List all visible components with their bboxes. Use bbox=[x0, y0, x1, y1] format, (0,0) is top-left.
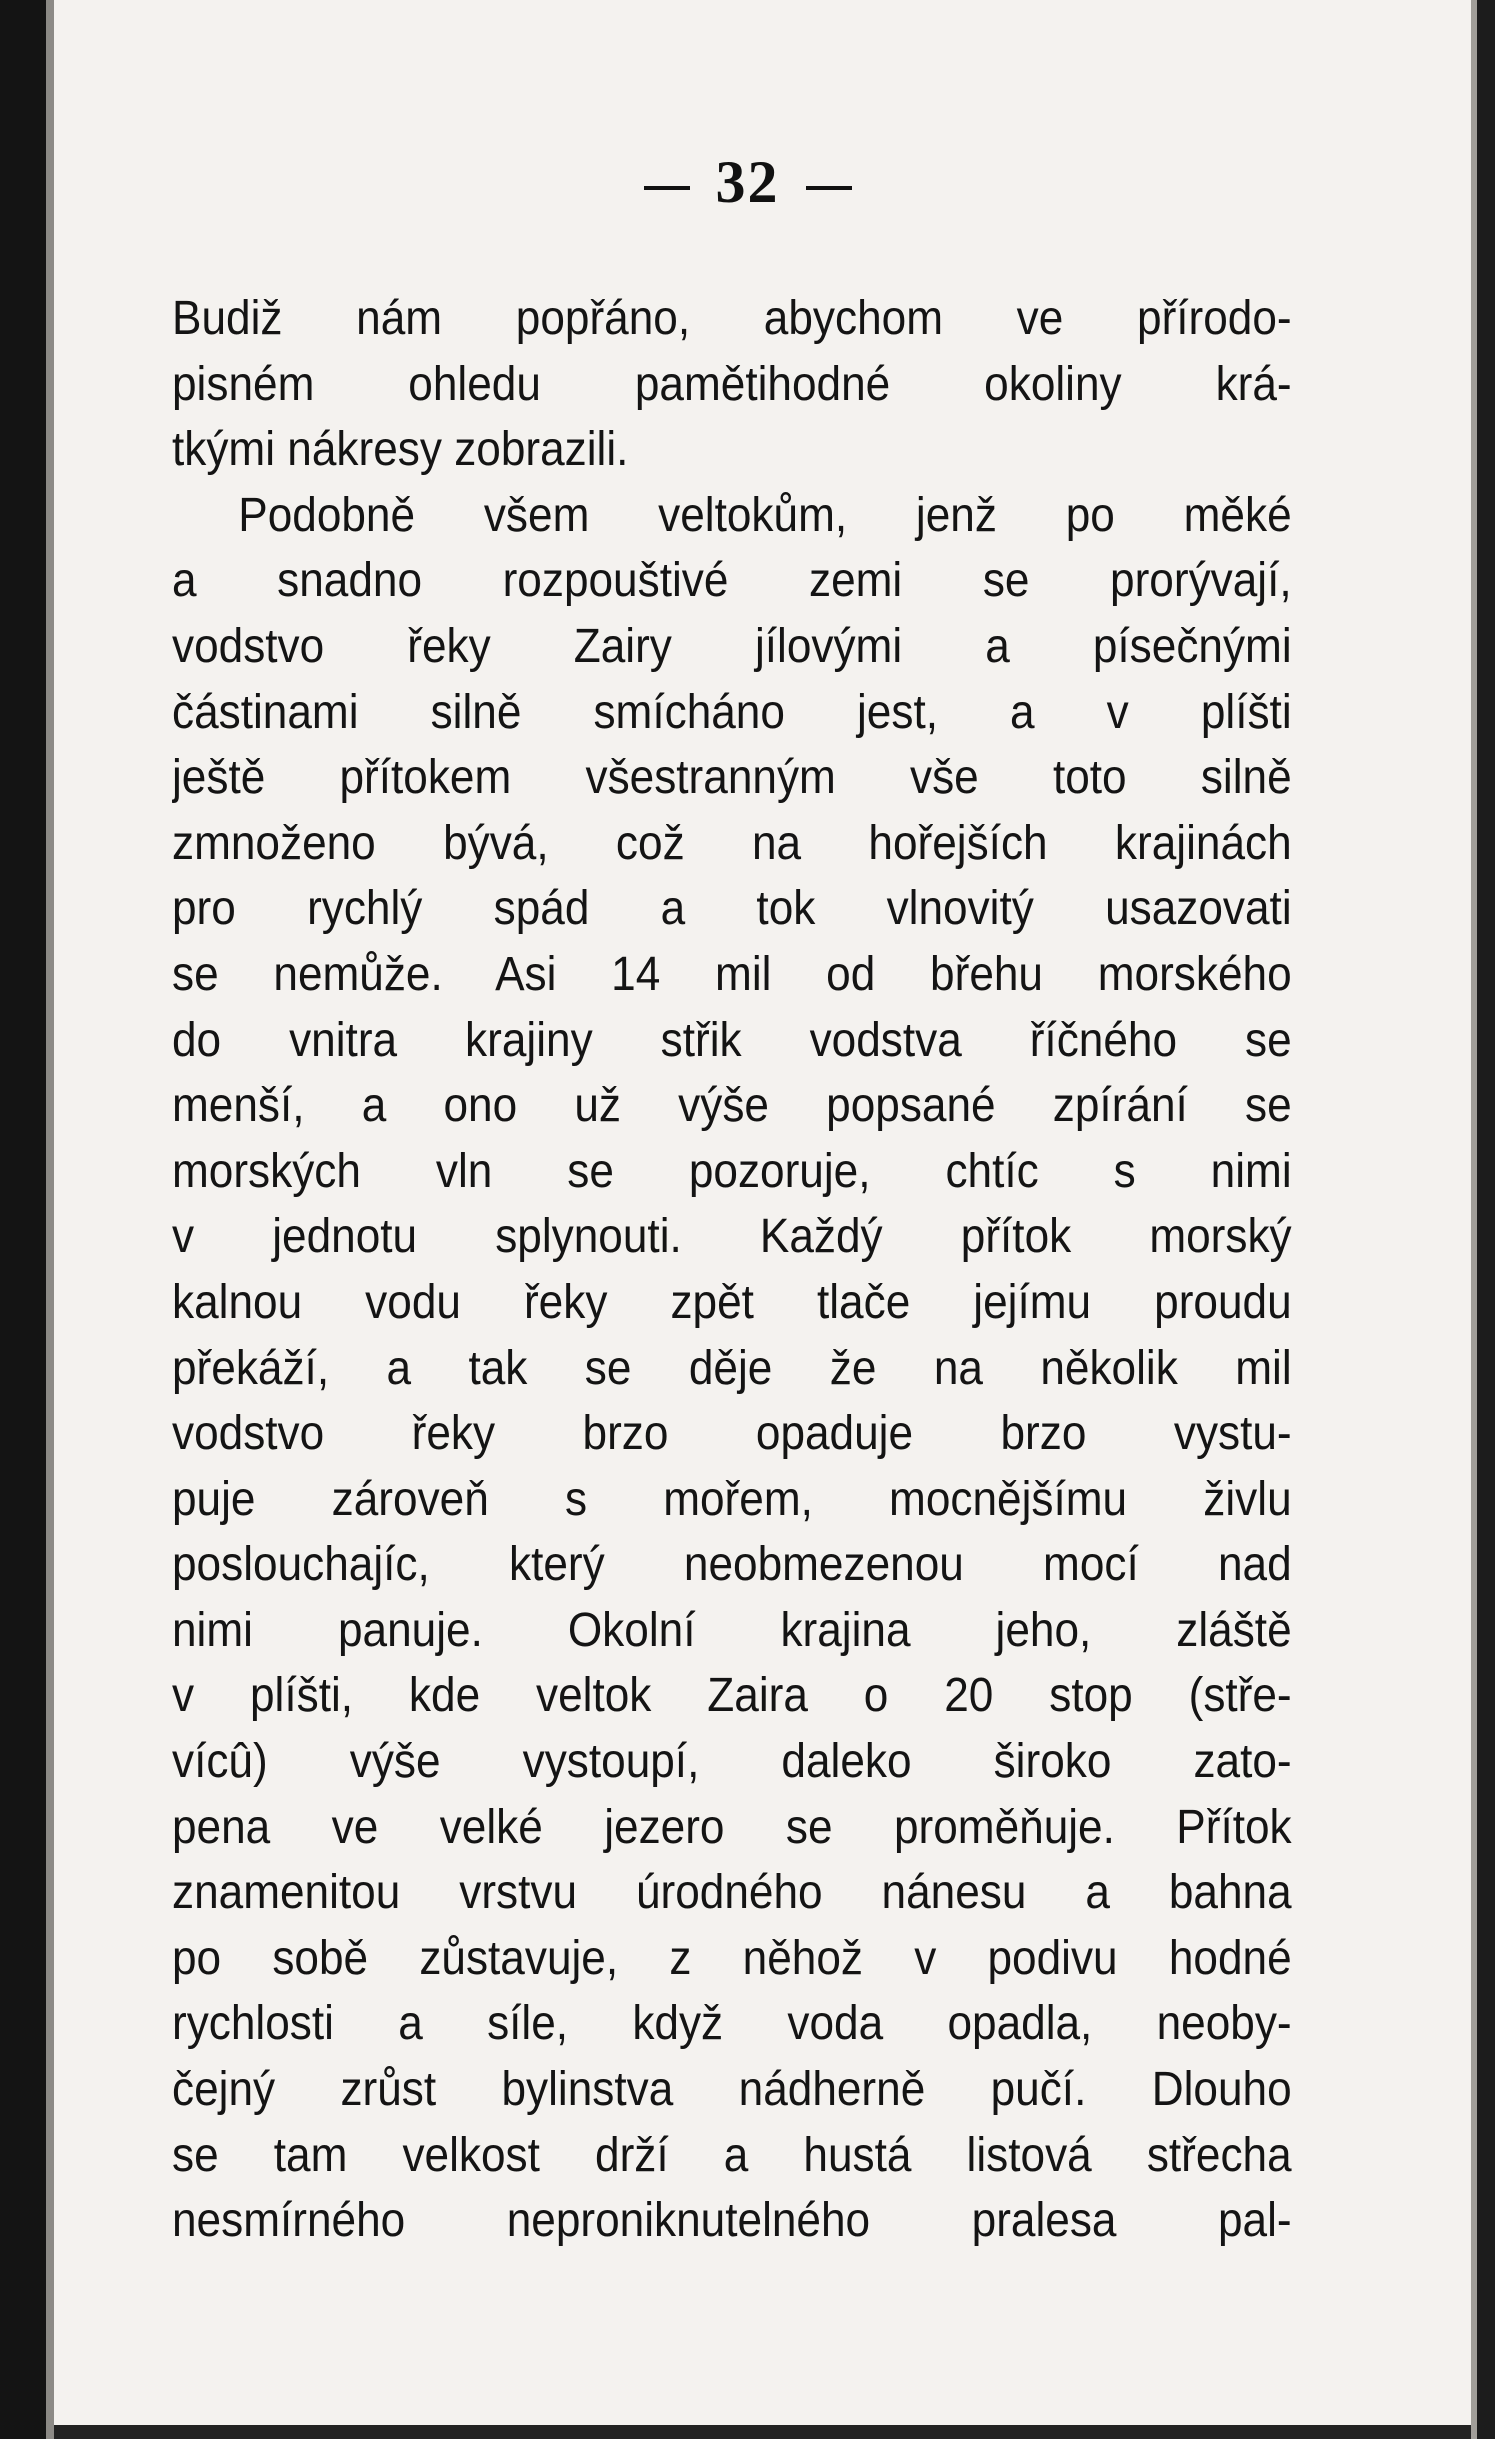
page-number: 32 bbox=[715, 149, 780, 215]
text-line: se tam velkost drží a hustá listová střecha bbox=[172, 2128, 1292, 2182]
text-line: v plíšti, kde veltok Zaira o 20 stop (stře- bbox=[172, 1669, 1292, 1723]
text-line: nesmírného neproniknutelného pralesa pal- bbox=[172, 2194, 1292, 2248]
text-line: tkými nákresy zobrazili. bbox=[172, 423, 629, 477]
text-line: čejný zrůst bylinstva nádherně pučí. Dlouho bbox=[172, 2063, 1292, 2117]
text-line: Budiž nám popřáno, abychom ve přírodo- bbox=[172, 292, 1292, 345]
page-right-edge-gutter bbox=[1471, 0, 1477, 2439]
text-line: znamenitou vrstvu úrodného nánesu a bahna bbox=[172, 1866, 1292, 1920]
text-line: pro rychlý spád a tok vlnovitý usazovati bbox=[172, 882, 1292, 936]
text-line: vodstvo řeky brzo opaduje brzo vystu- bbox=[172, 1407, 1292, 1461]
text-line: morských vln se pozoruje, chtíc s nimi bbox=[172, 1144, 1292, 1198]
header-dash-left bbox=[644, 186, 690, 190]
text-line: se nemůže. Asi 14 mil od břehu morského bbox=[172, 947, 1292, 1001]
text-line: Podobně všem veltokům, jenž po měké bbox=[238, 488, 1292, 542]
text-line: v jednotu splynouti. Každý přítok morský bbox=[172, 1210, 1292, 1264]
page-bottom-edge bbox=[54, 2425, 1471, 2439]
page-left-edge-shadow bbox=[0, 0, 46, 2439]
text-line: pisném ohledu pamětihodné okoliny krá- bbox=[172, 357, 1292, 411]
page-number-header bbox=[0, 148, 1495, 217]
text-line: nimi panuje. Okolní krajina jeho, zláště bbox=[172, 1603, 1292, 1657]
text-line: částinami silně smícháno jest, a v plíšti bbox=[172, 685, 1292, 739]
text-line: kalnou vodu řeky zpět tlače jejímu proudu bbox=[172, 1275, 1292, 1329]
text-line: puje zároveň s mořem, mocnějšímu živlu bbox=[172, 1472, 1292, 1526]
body-text bbox=[172, 286, 1292, 2254]
text-line: vícû) výše vystoupí, daleko široko zato- bbox=[172, 1735, 1292, 1789]
text-line: rychlosti a síle, když voda opadla, neoby- bbox=[172, 1997, 1292, 2051]
text-line: ještě přítokem všestranným vše toto silně bbox=[172, 751, 1292, 805]
page-right-edge-shadow bbox=[1477, 0, 1495, 2439]
header-dash-right bbox=[806, 186, 852, 190]
text-line: zmnoženo bývá, což na hořejších krajinách bbox=[172, 816, 1292, 870]
text-line: do vnitra krajiny střik vodstva říčného se bbox=[172, 1013, 1292, 1067]
text-line: menší, a ono už výše popsané zpírání se bbox=[172, 1079, 1292, 1133]
page-left-edge-gutter bbox=[46, 0, 54, 2439]
text-line: po sobě zůstavuje, z něhož v podivu hodné bbox=[172, 1931, 1292, 1985]
text-line: a snadno rozpouštivé zemi se prorývají, bbox=[172, 554, 1292, 608]
text-line: překáží, a tak se děje že na několik mil bbox=[172, 1341, 1292, 1395]
text-line: pena ve velké jezero se proměňuje. Přítok bbox=[172, 1800, 1292, 1854]
text-line: vodstvo řeky Zairy jílovými a písečnými bbox=[172, 619, 1292, 673]
text-line: poslouchajíc, který neobmezenou mocí nad bbox=[172, 1538, 1292, 1592]
